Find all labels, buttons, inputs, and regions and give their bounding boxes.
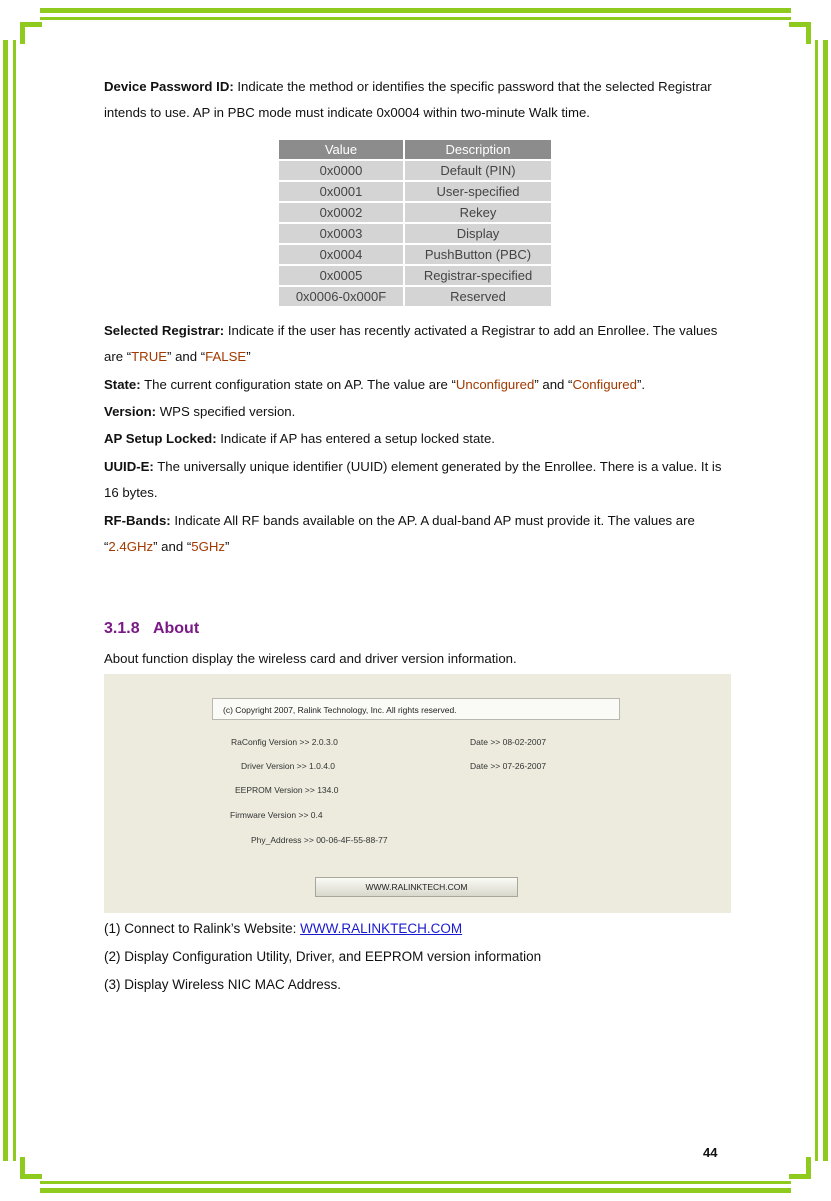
table-row (279, 287, 551, 306)
state-paragraph (104, 372, 730, 398)
eeprom-version: EEPROM Version >> 134.0 (235, 785, 339, 795)
section-heading (104, 620, 199, 638)
uuid-paragraph (104, 454, 730, 506)
website-link[interactable]: WWW.RALINKTECH.COM (300, 921, 463, 936)
copyright-box: (c) Copyright 2007, Ralink Technology, Inc. All rights reserved. (212, 698, 620, 720)
border-top (40, 8, 791, 13)
table-cell: Display (405, 224, 551, 243)
table-cell: Reserved (405, 287, 551, 306)
corner-br (789, 1157, 811, 1179)
version-text: WPS specified version. (156, 404, 296, 419)
ap-setup-term: AP Setup Locked: (104, 431, 217, 446)
selected-registrar-text: Indicate if the user has recently activated a Registrar to add an Enrollee. The values are “ (104, 323, 718, 364)
border-top-inner (40, 17, 791, 20)
driver-version: Driver Version >> 1.0.4.0 (241, 761, 336, 771)
state-term: State: (104, 377, 141, 392)
border-left (3, 40, 8, 1161)
rf-bands-term: RF-Bands: (104, 513, 171, 528)
table-cell: PushButton (PBC) (405, 245, 551, 264)
quote-close: ” (224, 539, 230, 554)
table-cell: 0x0003 (279, 224, 403, 243)
section-intro: About function display the wireless card and driver version information. (104, 651, 517, 666)
device-password-paragraph (104, 74, 730, 126)
table-row (279, 182, 551, 201)
value-configured: Configured (572, 377, 637, 392)
table-cell: 0x0001 (279, 182, 403, 201)
selected-registrar-paragraph (104, 318, 730, 370)
and-text: ” and “ (534, 377, 573, 392)
section-number: 3.1.8 (104, 620, 140, 637)
value-true: TRUE (131, 349, 168, 364)
device-password-term: Device Password ID: (104, 79, 234, 94)
table-cell: Registrar-specified (405, 266, 551, 285)
table-row (279, 203, 551, 222)
version-paragraph (104, 399, 730, 425)
table-cell: 0x0006-0x000F (279, 287, 403, 306)
value-unconfigured: Unconfigured (455, 377, 535, 392)
quote-close: ” (246, 349, 251, 364)
corner-bl (20, 1157, 42, 1179)
website-button[interactable]: WWW.RALINKTECH.COM (315, 877, 518, 897)
value-2-4ghz: 2.4GHz (108, 539, 154, 554)
table-cell: 0x0000 (279, 161, 403, 180)
value-5ghz: 5GHz (191, 539, 225, 554)
uuid-term: UUID-E: (104, 459, 154, 474)
table-header-description: Description (405, 140, 551, 159)
border-bottom (40, 1188, 791, 1193)
table-row (279, 161, 551, 180)
raconfig-version: RaConfig Version >> 2.0.3.0 (231, 737, 338, 747)
phy-address: Phy_Address >> 00-06-4F-55-88-77 (251, 835, 388, 845)
and-text: ” and “ (153, 539, 192, 554)
corner-tl (20, 22, 42, 44)
state-text: The current configuration state on AP. The value are “ (140, 377, 456, 392)
section-title: About (152, 620, 200, 637)
page-number: 44 (703, 1145, 718, 1160)
table-header-row (279, 140, 551, 159)
rf-bands-paragraph (104, 508, 730, 560)
device-password-text: Indicate the method or identifies the specific password that the selected Registrar intends to use. AP in PBC mode must indicate 0x0004 within two-minute Walk time. (104, 79, 712, 120)
list-item-3: (3) Display Wireless NIC MAC Address. (104, 977, 342, 992)
border-bottom-inner (40, 1181, 791, 1184)
driver-date: Date >> 07-26-2007 (470, 761, 547, 771)
and-text: ” and “ (167, 349, 206, 364)
selected-registrar-term: Selected Registrar: (104, 323, 225, 338)
table-row (279, 245, 551, 264)
table-row (279, 266, 551, 285)
border-left-inner (13, 40, 16, 1161)
version-term: Version: (104, 404, 157, 419)
list-item-1-text: (1) Connect to Ralink’s Website: (104, 921, 301, 936)
ap-setup-paragraph (104, 426, 730, 452)
list-item-1 (104, 921, 462, 936)
about-panel-screenshot (104, 674, 731, 913)
table-cell: Rekey (405, 203, 551, 222)
corner-tr (789, 22, 811, 44)
table-cell: 0x0004 (279, 245, 403, 264)
rf-bands-text: Indicate All RF bands available on the AP. A dual-band AP must provide it. The values are “ (104, 513, 695, 554)
firmware-version: Firmware Version >> 0.4 (230, 810, 323, 820)
table-header-value: Value (279, 140, 403, 159)
table-cell: User-specified (405, 182, 551, 201)
ap-setup-text: Indicate if AP has entered a setup locked state. (216, 431, 495, 446)
quote-close: ”. (636, 377, 646, 392)
uuid-text: The universally unique identifier (UUID) element generated by the Enrollee. There is a value. It is 16 bytes. (104, 459, 722, 500)
list-item-2: (2) Display Configuration Utility, Driver, and EEPROM version information (104, 949, 542, 964)
border-right (823, 40, 828, 1161)
table-row (279, 224, 551, 243)
table-cell: Default (PIN) (405, 161, 551, 180)
table-cell: 0x0002 (279, 203, 403, 222)
value-table (277, 138, 553, 308)
border-right-inner (815, 40, 818, 1161)
table-cell: 0x0005 (279, 266, 403, 285)
value-false: FALSE (205, 349, 247, 364)
raconfig-date: Date >> 08-02-2007 (470, 737, 547, 747)
